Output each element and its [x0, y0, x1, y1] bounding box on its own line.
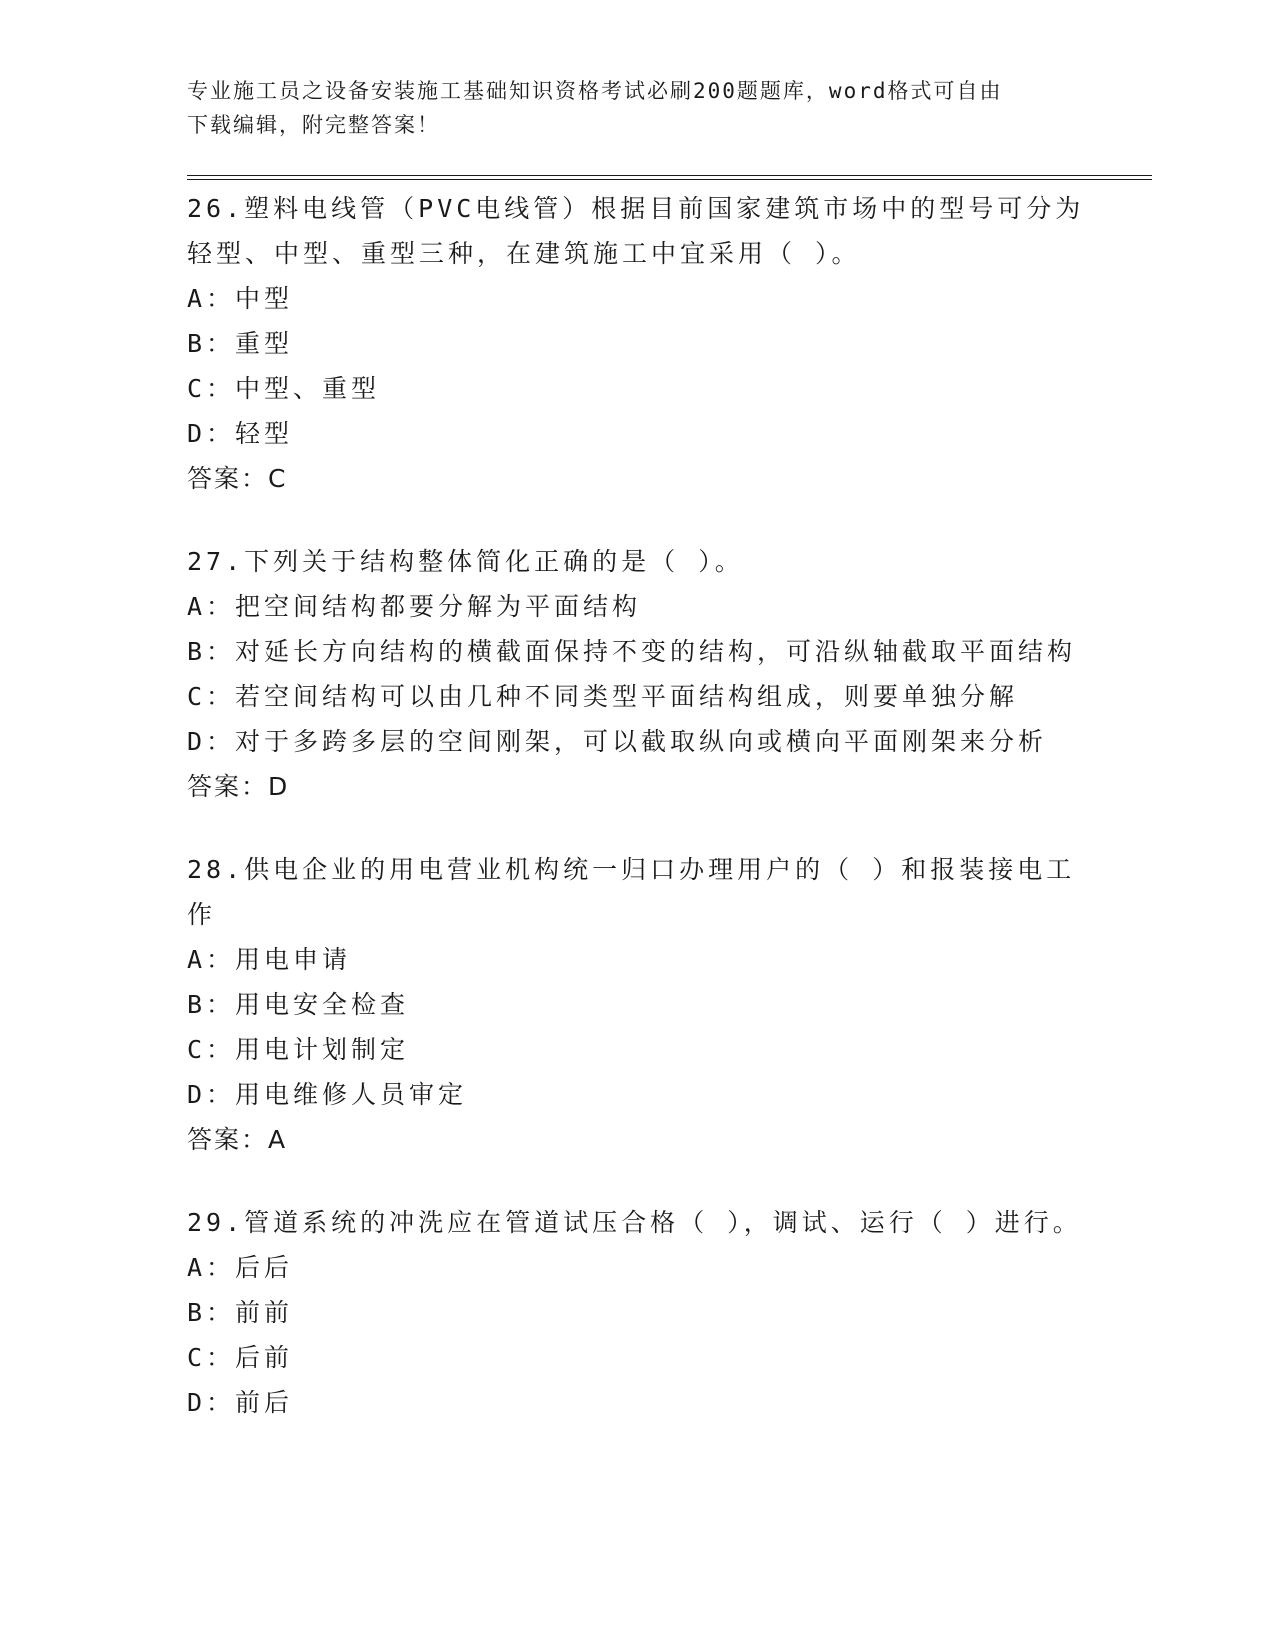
- option-d: D：用电维修人员审定: [187, 1080, 468, 1109]
- option-b: B：重型: [187, 329, 294, 358]
- question-28: [187, 847, 1087, 1162]
- option-a: A：用电申请: [187, 945, 352, 974]
- option-b: B：对延长方向结构的横截面保持不变的结构，可沿纵轴截取平面结构: [187, 637, 1077, 666]
- option-b: B：用电安全检查: [187, 990, 410, 1019]
- question-text: 26.塑料电线管（PVC电线管）根据目前国家建筑市场中的型号可分为轻型、中型、重型三种，在建筑施工中宜采用（ ）。: [187, 194, 1085, 268]
- question-text: 28.供电企业的用电营业机构统一归口办理用户的（ ）和报装接电工作: [187, 855, 1076, 929]
- question-text: 29.管道系统的冲洗应在管道试压合格（ ），调试、运行（ ）进行。: [187, 1208, 1082, 1237]
- question-text: 27.下列关于结构整体简化正确的是（ ）。: [187, 547, 744, 576]
- answer: 答案：A: [187, 1125, 288, 1154]
- header-line-1: 专业施工员之设备安装施工基础知识资格考试必刷200题题库，word格式可自由: [187, 79, 1003, 103]
- option-c: C：若空间结构可以由几种不同类型平面结构组成，则要单独分解: [187, 682, 1019, 711]
- document-header: [187, 74, 1087, 142]
- answer: 答案：D: [187, 772, 290, 801]
- option-a: A：中型: [187, 284, 294, 313]
- option-d: D：轻型: [187, 419, 294, 448]
- option-c: C：后前: [187, 1343, 294, 1372]
- question-29: [187, 1200, 1087, 1425]
- option-d: D：前后: [187, 1388, 294, 1417]
- option-a: A：把空间结构都要分解为平面结构: [187, 592, 642, 621]
- option-a: A：后后: [187, 1253, 294, 1282]
- option-d: D：对于多跨多层的空间刚架，可以截取纵向或横向平面刚架来分析: [187, 727, 1048, 756]
- header-line-2: 下载编辑，附完整答案！: [187, 113, 440, 137]
- question-27: [187, 539, 1087, 809]
- answer: 答案：C: [187, 464, 288, 493]
- option-b: B：前前: [187, 1298, 294, 1327]
- header-divider: [187, 175, 1152, 180]
- question-list: [187, 186, 1087, 1463]
- option-c: C：中型、重型: [187, 374, 381, 403]
- option-c: C：用电计划制定: [187, 1035, 410, 1064]
- question-26: [187, 186, 1087, 501]
